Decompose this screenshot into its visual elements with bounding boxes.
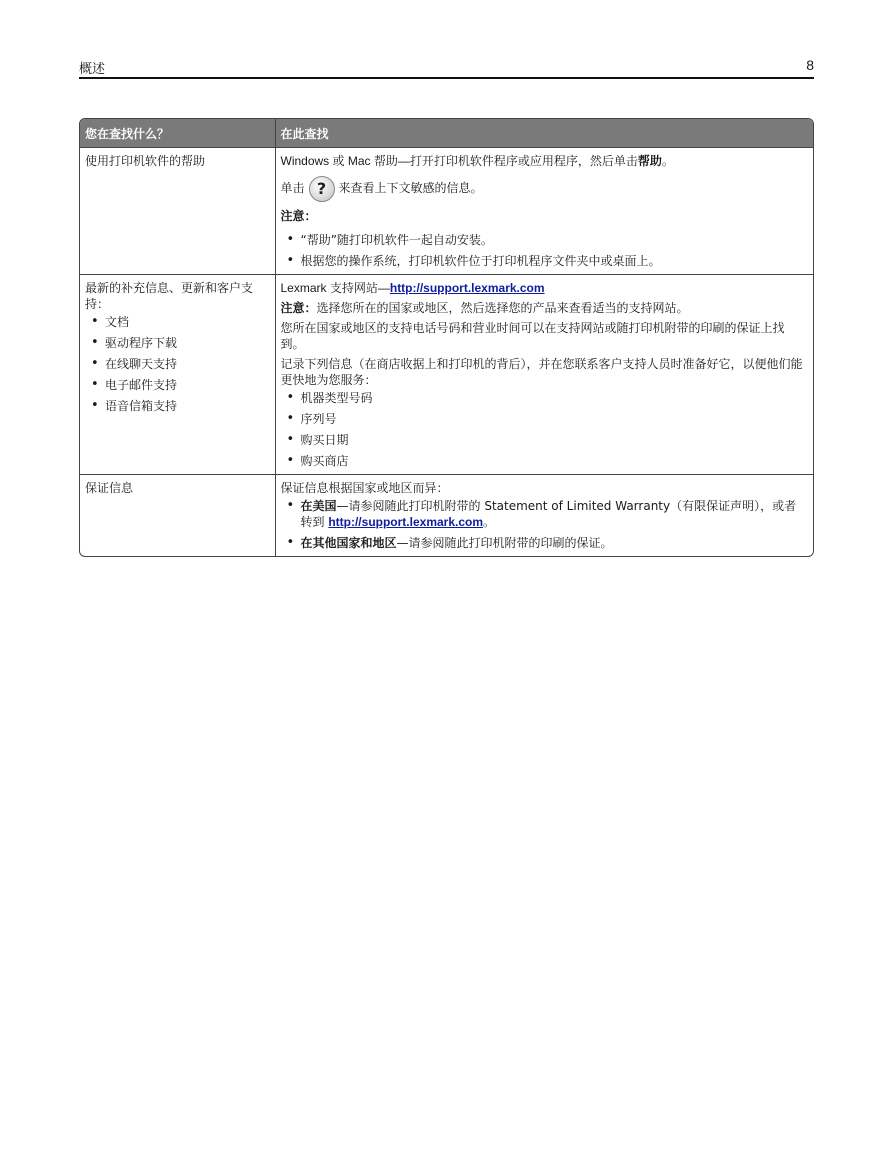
list-item: • 语音信箱支持: [85, 398, 270, 414]
row-topic-warranty: [80, 474, 275, 556]
support-site-link[interactable]: http://support.lexmark.com: [389, 280, 545, 295]
list-item: • 根据您的操作系统，打印机软件位于打印机程序文件夹中或桌面上。: [281, 253, 809, 269]
click-help-text: 单击 ? 来查看上下文敏感的信息。: [281, 175, 809, 202]
help-term: 帮助: [637, 154, 662, 168]
list-item: • 序列号: [281, 411, 809, 427]
topic-label: 最新的补充信息、更新和客户支持：: [85, 280, 254, 311]
support-phone-paragraph: 您所在国家或地区的支持电话号码和营业时间可以在支持网站或随打印机附带的印刷的保证上找到。: [280, 320, 785, 351]
list-item: • 电子邮件支持: [85, 377, 270, 393]
record-info-list: [281, 390, 809, 469]
column-header-look-here: 在此查找: [275, 119, 813, 148]
topic-label: 保证信息: [85, 480, 134, 495]
table-row: [80, 148, 813, 275]
table-row: [80, 474, 813, 556]
table-header-row: [80, 119, 813, 148]
list-item: • 在线聊天支持: [85, 356, 270, 372]
windows-mac-help-text: Windows 或 Mac 帮助—打开打印机软件程序或应用程序，然后单击帮助。: [280, 154, 674, 168]
page-number: 8: [806, 57, 814, 73]
list-item: • 驱动程序下载: [85, 335, 270, 351]
record-info-paragraph: 记录下列信息（在商店收据上和打印机的背后），并在您联系客户支持人员时准备好它，以便他们能更快地为您服务：: [280, 356, 803, 387]
column-header-looking-for: 您在查找什么？: [80, 119, 275, 148]
help-resources-table: [79, 118, 814, 557]
page-header: [79, 57, 814, 79]
row-detail-software-help: [275, 148, 813, 275]
row-detail-support: [275, 274, 813, 474]
row-topic-support: [80, 274, 275, 474]
list-item: • 购买商店: [281, 453, 809, 469]
row-topic-software-help: [80, 148, 275, 275]
warranty-list: [281, 498, 809, 551]
help-question-icon[interactable]: ?: [309, 176, 335, 202]
list-item: • 在其他国家和地区—请参阅随此打印机附带的印刷的保证。: [281, 535, 809, 551]
note-label: 注意：: [280, 208, 317, 223]
list-item: • “帮助”随打印机软件一起自动安装。: [281, 232, 809, 248]
support-note: 注意：选择您所在的国家或地区，然后选择您的产品来查看适当的支持网站。: [280, 300, 689, 315]
list-item: • 机器类型号码: [281, 390, 809, 406]
table-row: [80, 274, 813, 474]
row-detail-warranty: [275, 474, 813, 556]
list-item: • 在美国—请参阅随此打印机附带的 Statement of Limited Warranty（有限保证声明），或者转到 http://support.lexmark.com。: [281, 498, 809, 530]
note-bullet-list: [281, 232, 809, 269]
support-site-line: Lexmark 支持网站—http://support.lexmark.com: [280, 280, 545, 295]
list-item: • 购买日期: [281, 432, 809, 448]
topic-label: 使用打印机软件的帮助: [85, 154, 206, 168]
warranty-support-link[interactable]: http://support.lexmark.com: [328, 514, 484, 529]
support-topic-list: [85, 314, 270, 414]
list-item: • 文档: [85, 314, 270, 330]
section-title: 概述: [79, 62, 106, 77]
warranty-intro: 保证信息根据国家或地区而异：: [280, 480, 449, 495]
